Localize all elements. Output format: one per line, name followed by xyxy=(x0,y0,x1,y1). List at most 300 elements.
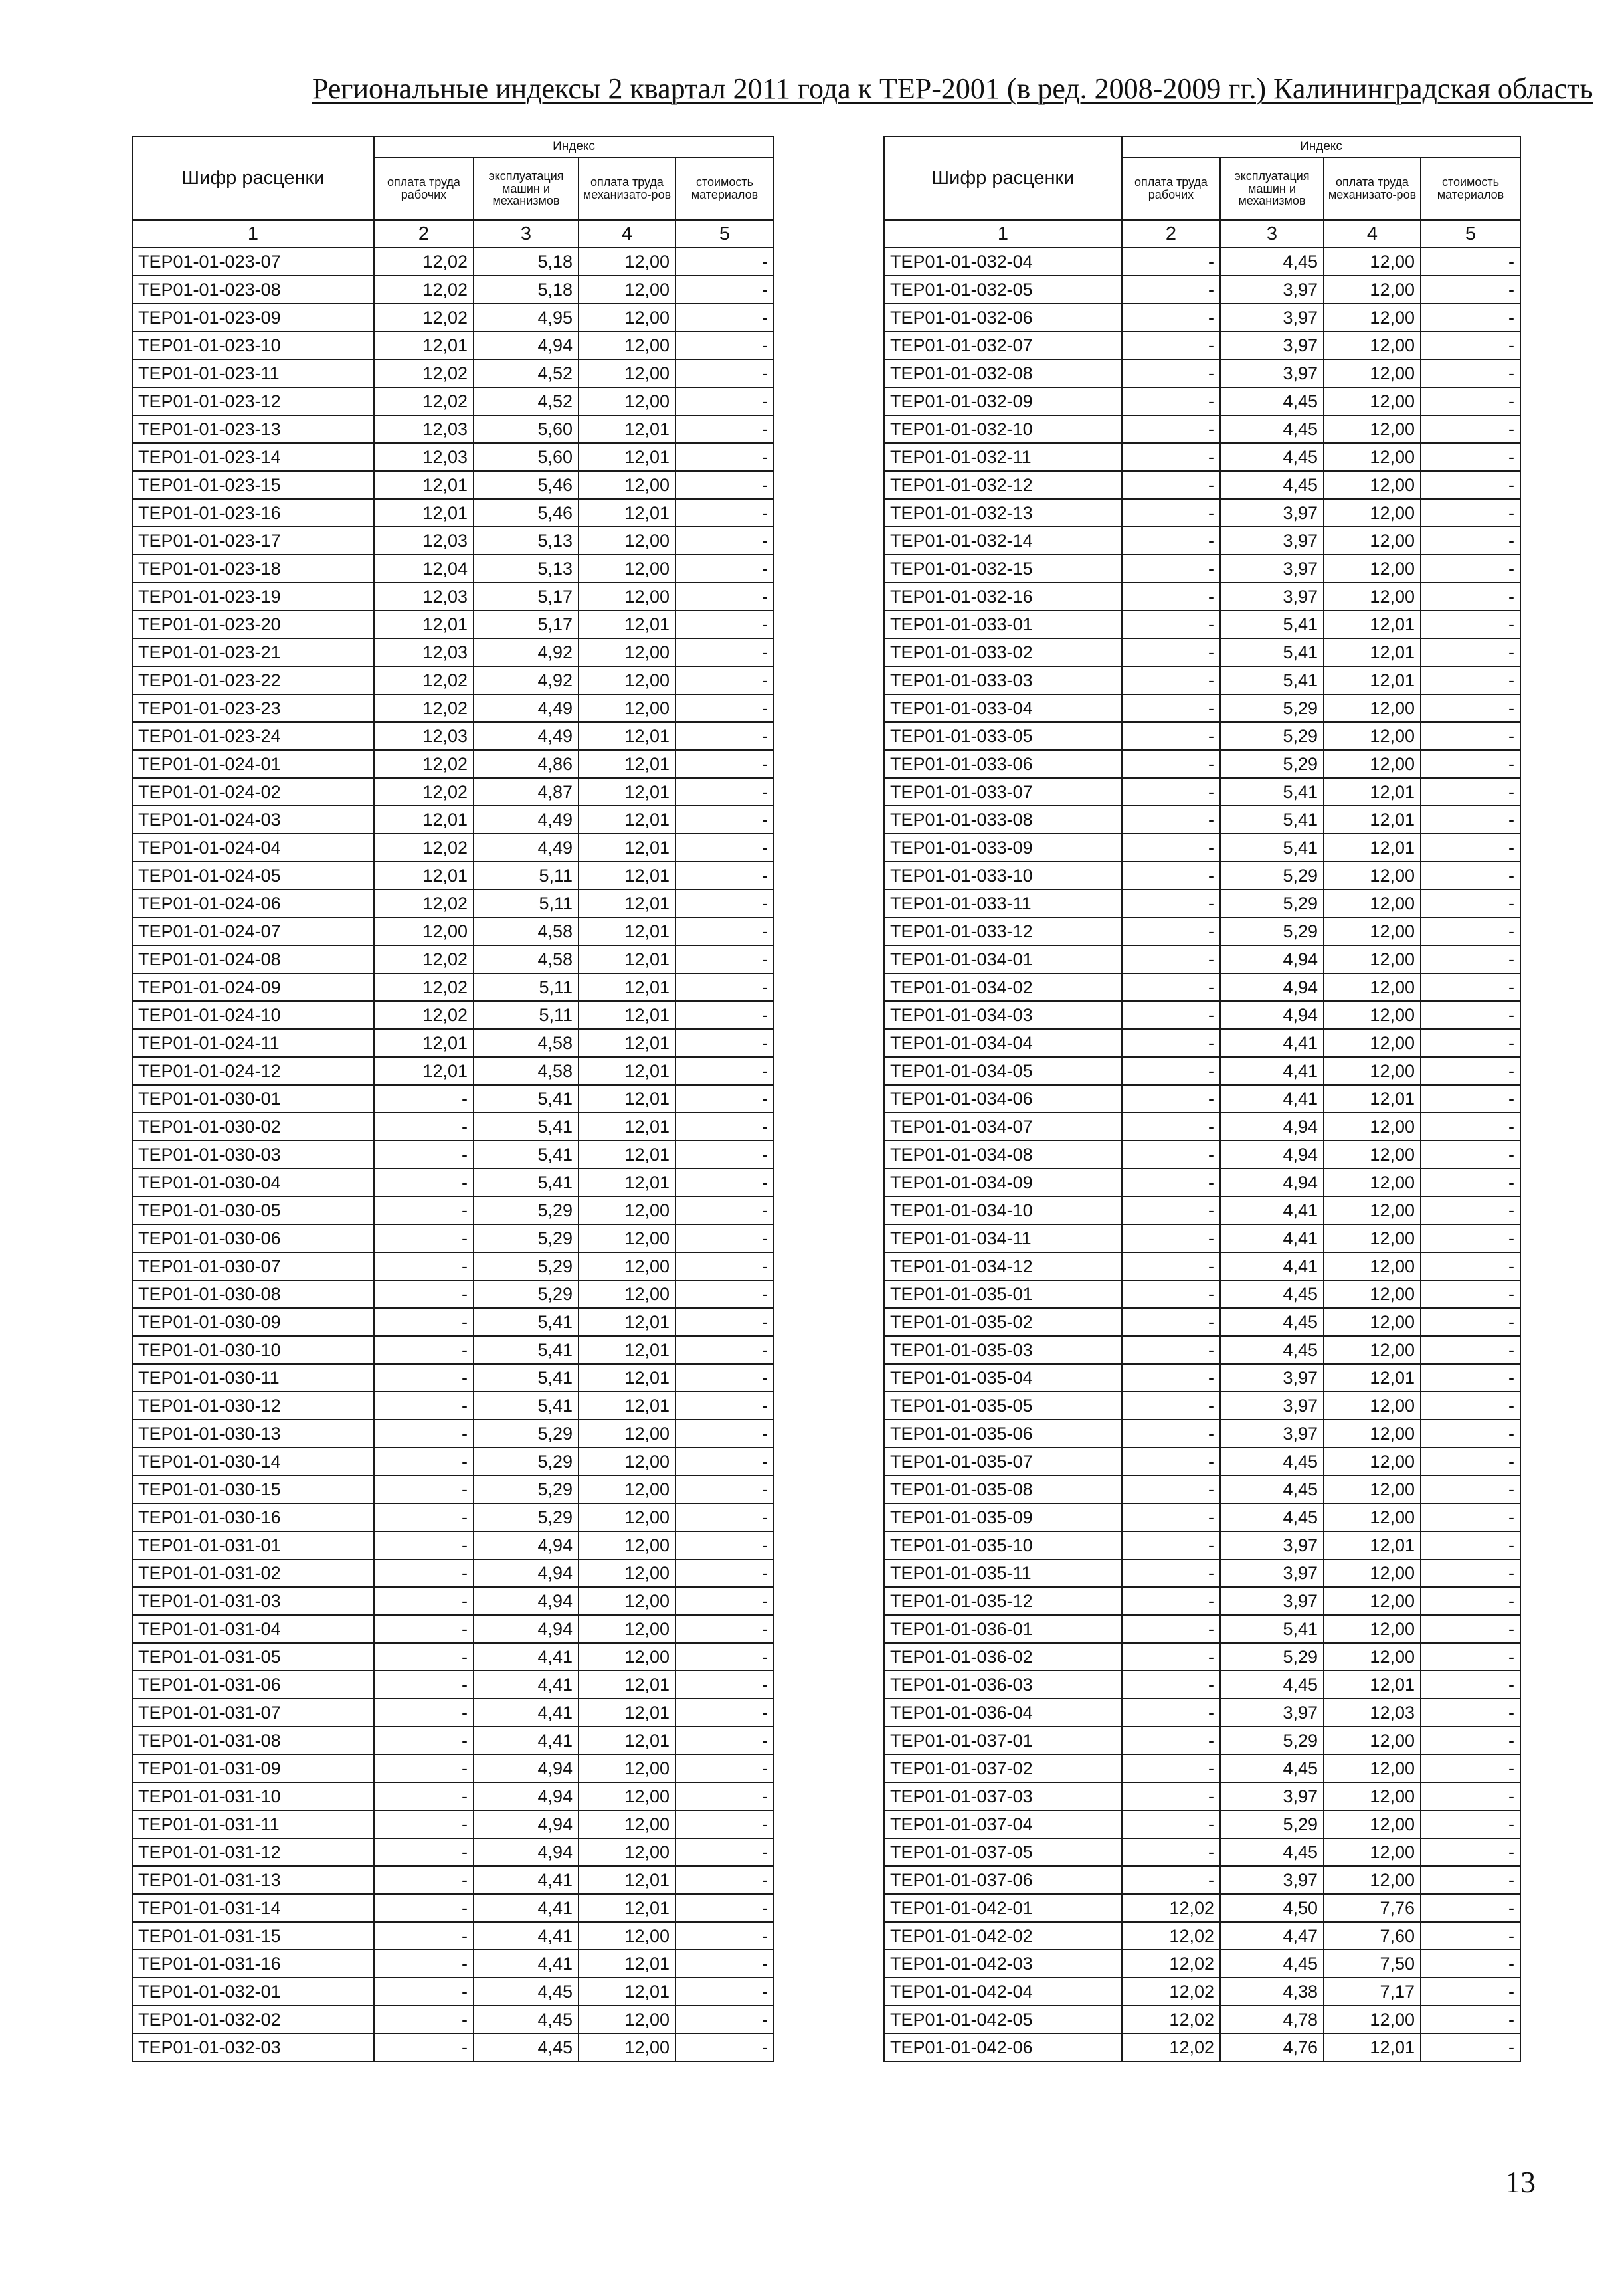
rate-code-cell: ТЕР01-01-042-05 xyxy=(884,2006,1122,2034)
table-row xyxy=(132,1810,774,1838)
table-row xyxy=(884,1643,1520,1671)
rate-code-cell: ТЕР01-01-031-01 xyxy=(132,1531,374,1559)
rate-code-cell: ТЕР01-01-037-02 xyxy=(884,1754,1122,1782)
machines-cell: 3,97 xyxy=(1220,1587,1324,1615)
table-row xyxy=(884,415,1520,443)
rate-code-cell: ТЕР01-01-033-05 xyxy=(884,722,1122,750)
materials-cell: - xyxy=(1421,304,1520,332)
operators-pay-cell: 12,00 xyxy=(1324,471,1421,499)
workers-pay-cell: - xyxy=(1122,499,1220,527)
rate-code-cell: ТЕР01-01-042-04 xyxy=(884,1978,1122,2006)
operators-pay-cell: 12,00 xyxy=(1324,1448,1421,1475)
machines-cell: 4,41 xyxy=(1220,1224,1324,1252)
workers-pay-cell: - xyxy=(1122,1392,1220,1420)
header-code: Шифр расценки xyxy=(884,136,1122,220)
workers-pay-cell: - xyxy=(374,1643,474,1671)
machines-cell: 5,29 xyxy=(474,1196,579,1224)
materials-cell: - xyxy=(1421,1866,1520,1894)
machines-cell: 5,41 xyxy=(1220,611,1324,638)
table-row xyxy=(884,471,1520,499)
rate-code-cell: ТЕР01-01-034-03 xyxy=(884,1001,1122,1029)
table-row xyxy=(884,1141,1520,1169)
table-row xyxy=(132,443,774,471)
workers-pay-cell: - xyxy=(1122,1643,1220,1671)
operators-pay-cell: 12,00 xyxy=(1324,722,1421,750)
operators-pay-cell: 12,01 xyxy=(1324,1364,1421,1392)
materials-cell: - xyxy=(1421,890,1520,917)
rate-code-cell: ТЕР01-01-036-03 xyxy=(884,1671,1122,1699)
rate-code-cell: ТЕР01-01-035-08 xyxy=(884,1475,1122,1503)
workers-pay-cell: - xyxy=(1122,1866,1220,1894)
operators-pay-cell: 12,00 xyxy=(1324,1420,1421,1448)
materials-cell: - xyxy=(1421,1224,1520,1252)
operators-pay-cell: 12,01 xyxy=(579,1308,676,1336)
machines-cell: 5,60 xyxy=(474,443,579,471)
rate-code-cell: ТЕР01-01-031-06 xyxy=(132,1671,374,1699)
workers-pay-cell: - xyxy=(374,1503,474,1531)
operators-pay-cell: 12,00 xyxy=(1324,1727,1421,1754)
machines-cell: 4,41 xyxy=(474,1671,579,1699)
machines-cell: 4,94 xyxy=(474,1754,579,1782)
rate-code-cell: ТЕР01-01-030-10 xyxy=(132,1336,374,1364)
machines-cell: 4,47 xyxy=(1220,1922,1324,1950)
operators-pay-cell: 12,00 xyxy=(579,527,676,555)
operators-pay-cell: 12,01 xyxy=(1324,1085,1421,1113)
operators-pay-cell: 12,00 xyxy=(1324,1392,1421,1420)
table-row xyxy=(884,1894,1520,1922)
operators-pay-cell: 7,50 xyxy=(1324,1950,1421,1978)
materials-cell: - xyxy=(676,1420,774,1448)
workers-pay-cell: - xyxy=(1122,248,1220,276)
table-row xyxy=(132,778,774,806)
workers-pay-cell: - xyxy=(374,1531,474,1559)
column-number: 3 xyxy=(1220,220,1324,248)
materials-cell: - xyxy=(676,694,774,722)
materials-cell: - xyxy=(1421,1810,1520,1838)
rate-code-cell: ТЕР01-01-034-06 xyxy=(884,1085,1122,1113)
workers-pay-cell: - xyxy=(374,1950,474,1978)
machines-cell: 5,11 xyxy=(474,973,579,1001)
materials-cell: - xyxy=(1421,471,1520,499)
materials-cell: - xyxy=(1421,276,1520,304)
machines-cell: 4,94 xyxy=(1220,1169,1324,1196)
column-number: 3 xyxy=(474,220,579,248)
rate-code-cell: ТЕР01-01-030-05 xyxy=(132,1196,374,1224)
table-row xyxy=(884,1169,1520,1196)
machines-cell: 4,45 xyxy=(1220,1754,1324,1782)
rate-code-cell: ТЕР01-01-033-03 xyxy=(884,666,1122,694)
workers-pay-cell: - xyxy=(1122,1224,1220,1252)
workers-pay-cell: - xyxy=(1122,1001,1220,1029)
workers-pay-cell: - xyxy=(1122,666,1220,694)
rate-code-cell: ТЕР01-01-023-11 xyxy=(132,359,374,387)
machines-cell: 5,11 xyxy=(474,862,579,890)
index-table-left-body xyxy=(132,248,774,2061)
operators-pay-cell: 12,00 xyxy=(1324,1029,1421,1057)
rate-code-cell: ТЕР01-01-031-16 xyxy=(132,1950,374,1978)
machines-cell: 3,97 xyxy=(1220,555,1324,583)
materials-cell: - xyxy=(676,471,774,499)
table-row xyxy=(884,1559,1520,1587)
materials-cell: - xyxy=(1421,248,1520,276)
rate-code-cell: ТЕР01-01-023-12 xyxy=(132,387,374,415)
materials-cell: - xyxy=(1421,1503,1520,1531)
rate-code-cell: ТЕР01-01-031-03 xyxy=(132,1587,374,1615)
workers-pay-cell: - xyxy=(1122,973,1220,1001)
materials-cell: - xyxy=(1421,1559,1520,1587)
table-row xyxy=(884,917,1520,945)
operators-pay-cell: 12,00 xyxy=(1324,1141,1421,1169)
rate-code-cell: ТЕР01-01-024-10 xyxy=(132,1001,374,1029)
table-row xyxy=(132,387,774,415)
materials-cell: - xyxy=(676,387,774,415)
workers-pay-cell: - xyxy=(1122,638,1220,666)
materials-cell: - xyxy=(1421,1782,1520,1810)
workers-pay-cell: 12,02 xyxy=(374,1001,474,1029)
operators-pay-cell: 12,03 xyxy=(1324,1699,1421,1727)
materials-cell: - xyxy=(676,1113,774,1141)
operators-pay-cell: 12,00 xyxy=(579,666,676,694)
rate-code-cell: ТЕР01-01-031-13 xyxy=(132,1866,374,1894)
materials-cell: - xyxy=(676,1531,774,1559)
workers-pay-cell: - xyxy=(1122,471,1220,499)
column-number: 5 xyxy=(676,220,774,248)
rate-code-cell: ТЕР01-01-034-07 xyxy=(884,1113,1122,1141)
machines-cell: 5,41 xyxy=(474,1085,579,1113)
machines-cell: 5,29 xyxy=(1220,917,1324,945)
workers-pay-cell: - xyxy=(1122,555,1220,583)
machines-cell: 5,29 xyxy=(474,1503,579,1531)
machines-cell: 4,86 xyxy=(474,750,579,778)
operators-pay-cell: 12,00 xyxy=(1324,359,1421,387)
machines-cell: 3,97 xyxy=(1220,499,1324,527)
materials-cell: - xyxy=(1421,1308,1520,1336)
machines-cell: 5,41 xyxy=(474,1364,579,1392)
table-row xyxy=(132,1866,774,1894)
materials-cell: - xyxy=(1421,722,1520,750)
operators-pay-cell: 12,01 xyxy=(579,1866,676,1894)
workers-pay-cell: 12,00 xyxy=(374,917,474,945)
rate-code-cell: ТЕР01-01-033-11 xyxy=(884,890,1122,917)
machines-cell: 5,29 xyxy=(1220,694,1324,722)
workers-pay-cell: 12,02 xyxy=(1122,1922,1220,1950)
operators-pay-cell: 12,01 xyxy=(579,1001,676,1029)
rate-code-cell: ТЕР01-01-033-01 xyxy=(884,611,1122,638)
machines-cell: 4,94 xyxy=(474,1615,579,1643)
table-row xyxy=(132,1922,774,1950)
operators-pay-cell: 12,01 xyxy=(1324,1671,1421,1699)
index-table-left xyxy=(132,136,774,2062)
machines-cell: 3,97 xyxy=(1220,276,1324,304)
materials-cell: - xyxy=(1421,973,1520,1001)
workers-pay-cell: - xyxy=(1122,890,1220,917)
rate-code-cell: ТЕР01-01-032-04 xyxy=(884,248,1122,276)
rate-code-cell: ТЕР01-01-030-01 xyxy=(132,1085,374,1113)
header-index: Индекс xyxy=(1122,136,1520,157)
rate-code-cell: ТЕР01-01-024-08 xyxy=(132,945,374,973)
machines-cell: 5,29 xyxy=(1220,1810,1324,1838)
table-row xyxy=(884,1308,1520,1336)
workers-pay-cell: - xyxy=(374,1810,474,1838)
rate-code-cell: ТЕР01-01-024-03 xyxy=(132,806,374,834)
machines-cell: 5,41 xyxy=(474,1169,579,1196)
workers-pay-cell: - xyxy=(374,1615,474,1643)
operators-pay-cell: 12,01 xyxy=(1324,778,1421,806)
materials-cell: - xyxy=(676,1169,774,1196)
workers-pay-cell: - xyxy=(1122,1113,1220,1141)
table-row xyxy=(132,1001,774,1029)
materials-cell: - xyxy=(676,1699,774,1727)
machines-cell: 5,18 xyxy=(474,276,579,304)
machines-cell: 4,95 xyxy=(474,304,579,332)
materials-cell: - xyxy=(676,1643,774,1671)
machines-cell: 4,58 xyxy=(474,1057,579,1085)
table-row xyxy=(132,1392,774,1420)
machines-cell: 4,41 xyxy=(474,1699,579,1727)
table-row xyxy=(132,499,774,527)
table-row xyxy=(884,806,1520,834)
table-row xyxy=(884,1475,1520,1503)
rate-code-cell: ТЕР01-01-035-01 xyxy=(884,1280,1122,1308)
machines-cell: 5,41 xyxy=(474,1308,579,1336)
table-row xyxy=(132,1224,774,1252)
rate-code-cell: ТЕР01-01-034-05 xyxy=(884,1057,1122,1085)
machines-cell: 3,97 xyxy=(1220,583,1324,611)
workers-pay-cell: - xyxy=(1122,1169,1220,1196)
header-machines: эксплуатация машин и механизмов xyxy=(1220,157,1324,220)
workers-pay-cell: - xyxy=(1122,1782,1220,1810)
machines-cell: 5,41 xyxy=(474,1392,579,1420)
machines-cell: 5,41 xyxy=(1220,638,1324,666)
machines-cell: 4,45 xyxy=(1220,248,1324,276)
machines-cell: 4,45 xyxy=(474,2006,579,2034)
operators-pay-cell: 7,76 xyxy=(1324,1894,1421,1922)
workers-pay-cell: - xyxy=(1122,722,1220,750)
table-row xyxy=(884,1364,1520,1392)
operators-pay-cell: 12,00 xyxy=(1324,1615,1421,1643)
rate-code-cell: ТЕР01-01-023-21 xyxy=(132,638,374,666)
machines-cell: 4,94 xyxy=(1220,1141,1324,1169)
table-row xyxy=(132,1057,774,1085)
rate-code-cell: ТЕР01-01-035-10 xyxy=(884,1531,1122,1559)
table-row xyxy=(132,1448,774,1475)
workers-pay-cell: 12,02 xyxy=(374,276,474,304)
operators-pay-cell: 12,01 xyxy=(579,778,676,806)
rate-code-cell: ТЕР01-01-036-04 xyxy=(884,1699,1122,1727)
operators-pay-cell: 12,00 xyxy=(579,1475,676,1503)
table-row xyxy=(132,1252,774,1280)
workers-pay-cell: - xyxy=(1122,1196,1220,1224)
operators-pay-cell: 12,01 xyxy=(579,1113,676,1141)
table-row xyxy=(884,1727,1520,1754)
materials-cell: - xyxy=(1421,387,1520,415)
operators-pay-cell: 12,01 xyxy=(579,1978,676,2006)
rate-code-cell: ТЕР01-01-037-04 xyxy=(884,1810,1122,1838)
index-table-right xyxy=(883,136,1521,2062)
workers-pay-cell: - xyxy=(1122,359,1220,387)
table-row xyxy=(884,1448,1520,1475)
machines-cell: 4,92 xyxy=(474,666,579,694)
table-row xyxy=(884,1810,1520,1838)
machines-cell: 4,94 xyxy=(474,332,579,359)
rate-code-cell: ТЕР01-01-030-13 xyxy=(132,1420,374,1448)
operators-pay-cell: 12,00 xyxy=(1324,945,1421,973)
page-number: 13 xyxy=(1505,2165,1536,2199)
materials-cell: - xyxy=(676,1559,774,1587)
materials-cell: - xyxy=(676,1280,774,1308)
materials-cell: - xyxy=(1421,1057,1520,1085)
table-row xyxy=(884,248,1520,276)
rate-code-cell: ТЕР01-01-033-10 xyxy=(884,862,1122,890)
rate-code-cell: ТЕР01-01-030-15 xyxy=(132,1475,374,1503)
rate-code-cell: ТЕР01-01-030-03 xyxy=(132,1141,374,1169)
materials-cell: - xyxy=(676,1950,774,1978)
table-row xyxy=(884,1336,1520,1364)
column-number: 4 xyxy=(579,220,676,248)
materials-cell: - xyxy=(1421,806,1520,834)
table-row xyxy=(132,1420,774,1448)
materials-cell: - xyxy=(676,1754,774,1782)
machines-cell: 4,45 xyxy=(1220,471,1324,499)
table-row xyxy=(132,555,774,583)
rate-code-cell: ТЕР01-01-033-07 xyxy=(884,778,1122,806)
table-row xyxy=(132,917,774,945)
rate-code-cell: ТЕР01-01-042-01 xyxy=(884,1894,1122,1922)
table-row xyxy=(884,1280,1520,1308)
table-row xyxy=(132,527,774,555)
rate-code-cell: ТЕР01-01-034-04 xyxy=(884,1029,1122,1057)
workers-pay-cell: - xyxy=(1122,611,1220,638)
operators-pay-cell: 12,00 xyxy=(1324,248,1421,276)
rate-code-cell: ТЕР01-01-024-01 xyxy=(132,750,374,778)
operators-pay-cell: 12,00 xyxy=(1324,443,1421,471)
operators-pay-cell: 12,01 xyxy=(579,1169,676,1196)
operators-pay-cell: 12,00 xyxy=(579,555,676,583)
table-row xyxy=(884,276,1520,304)
header-workers-pay: оплата труда рабочих xyxy=(374,157,474,220)
materials-cell: - xyxy=(1421,332,1520,359)
machines-cell: 4,38 xyxy=(1220,1978,1324,2006)
machines-cell: 5,41 xyxy=(1220,806,1324,834)
workers-pay-cell: - xyxy=(1122,917,1220,945)
workers-pay-cell: - xyxy=(374,1922,474,1950)
table-row xyxy=(132,611,774,638)
operators-pay-cell: 12,00 xyxy=(579,1643,676,1671)
workers-pay-cell: - xyxy=(1122,583,1220,611)
workers-pay-cell: 12,02 xyxy=(374,359,474,387)
machines-cell: 4,45 xyxy=(1220,1950,1324,1978)
operators-pay-cell: 12,01 xyxy=(579,973,676,1001)
materials-cell: - xyxy=(1421,1643,1520,1671)
rate-code-cell: ТЕР01-01-023-10 xyxy=(132,332,374,359)
materials-cell: - xyxy=(676,1141,774,1169)
machines-cell: 4,94 xyxy=(1220,945,1324,973)
workers-pay-cell: - xyxy=(1122,1727,1220,1754)
materials-cell: - xyxy=(676,722,774,750)
table-row xyxy=(132,862,774,890)
operators-pay-cell: 12,00 xyxy=(1324,1866,1421,1894)
workers-pay-cell: - xyxy=(1122,1141,1220,1169)
table-row xyxy=(132,1727,774,1754)
machines-cell: 4,45 xyxy=(1220,443,1324,471)
operators-pay-cell: 12,01 xyxy=(579,443,676,471)
rate-code-cell: ТЕР01-01-042-03 xyxy=(884,1950,1122,1978)
machines-cell: 5,17 xyxy=(474,611,579,638)
materials-cell: - xyxy=(1421,1085,1520,1113)
table-row xyxy=(132,1196,774,1224)
workers-pay-cell: - xyxy=(1122,1280,1220,1308)
materials-cell: - xyxy=(676,834,774,862)
rate-code-cell: ТЕР01-01-032-11 xyxy=(884,443,1122,471)
workers-pay-cell: 12,03 xyxy=(374,527,474,555)
workers-pay-cell: - xyxy=(1122,1559,1220,1587)
table-row xyxy=(884,443,1520,471)
rate-code-cell: ТЕР01-01-035-11 xyxy=(884,1559,1122,1587)
column-number: 1 xyxy=(884,220,1122,248)
table-row xyxy=(884,1866,1520,1894)
column-number: 5 xyxy=(1421,220,1520,248)
table-row xyxy=(132,359,774,387)
operators-pay-cell: 12,01 xyxy=(579,806,676,834)
operators-pay-cell: 12,01 xyxy=(1324,2034,1421,2061)
table-row xyxy=(132,415,774,443)
materials-cell: - xyxy=(676,1615,774,1643)
workers-pay-cell: - xyxy=(374,1196,474,1224)
table-row xyxy=(884,1001,1520,1029)
workers-pay-cell: 12,01 xyxy=(374,862,474,890)
workers-pay-cell: 12,02 xyxy=(1122,2034,1220,2061)
workers-pay-cell: - xyxy=(374,1894,474,1922)
table-row xyxy=(884,611,1520,638)
machines-cell: 5,29 xyxy=(1220,862,1324,890)
workers-pay-cell: - xyxy=(1122,1085,1220,1113)
materials-cell: - xyxy=(676,1057,774,1085)
workers-pay-cell: - xyxy=(1122,1448,1220,1475)
materials-cell: - xyxy=(676,1308,774,1336)
operators-pay-cell: 12,00 xyxy=(1324,1169,1421,1196)
machines-cell: 4,87 xyxy=(474,778,579,806)
header-index: Индекс xyxy=(374,136,774,157)
machines-cell: 4,92 xyxy=(474,638,579,666)
operators-pay-cell: 12,00 xyxy=(1324,694,1421,722)
machines-cell: 5,41 xyxy=(1220,778,1324,806)
operators-pay-cell: 12,00 xyxy=(579,276,676,304)
workers-pay-cell: - xyxy=(1122,1252,1220,1280)
rate-code-cell: ТЕР01-01-032-02 xyxy=(132,2006,374,2034)
operators-pay-cell: 12,00 xyxy=(1324,1559,1421,1587)
machines-cell: 4,41 xyxy=(474,1727,579,1754)
table-row xyxy=(884,1392,1520,1420)
workers-pay-cell: - xyxy=(1122,1420,1220,1448)
rate-code-cell: ТЕР01-01-023-19 xyxy=(132,583,374,611)
rate-code-cell: ТЕР01-01-037-06 xyxy=(884,1866,1122,1894)
materials-cell: - xyxy=(1421,359,1520,387)
machines-cell: 5,29 xyxy=(474,1280,579,1308)
materials-cell: - xyxy=(1421,1615,1520,1643)
operators-pay-cell: 12,00 xyxy=(579,332,676,359)
machines-cell: 4,76 xyxy=(1220,2034,1324,2061)
materials-cell: - xyxy=(676,1196,774,1224)
table-row xyxy=(884,666,1520,694)
materials-cell: - xyxy=(676,638,774,666)
machines-cell: 4,41 xyxy=(474,1866,579,1894)
rate-code-cell: ТЕР01-01-032-06 xyxy=(884,304,1122,332)
workers-pay-cell: - xyxy=(1122,1475,1220,1503)
operators-pay-cell: 12,00 xyxy=(1324,387,1421,415)
table-row xyxy=(132,1699,774,1727)
machines-cell: 4,45 xyxy=(474,1978,579,2006)
materials-cell: - xyxy=(1421,499,1520,527)
